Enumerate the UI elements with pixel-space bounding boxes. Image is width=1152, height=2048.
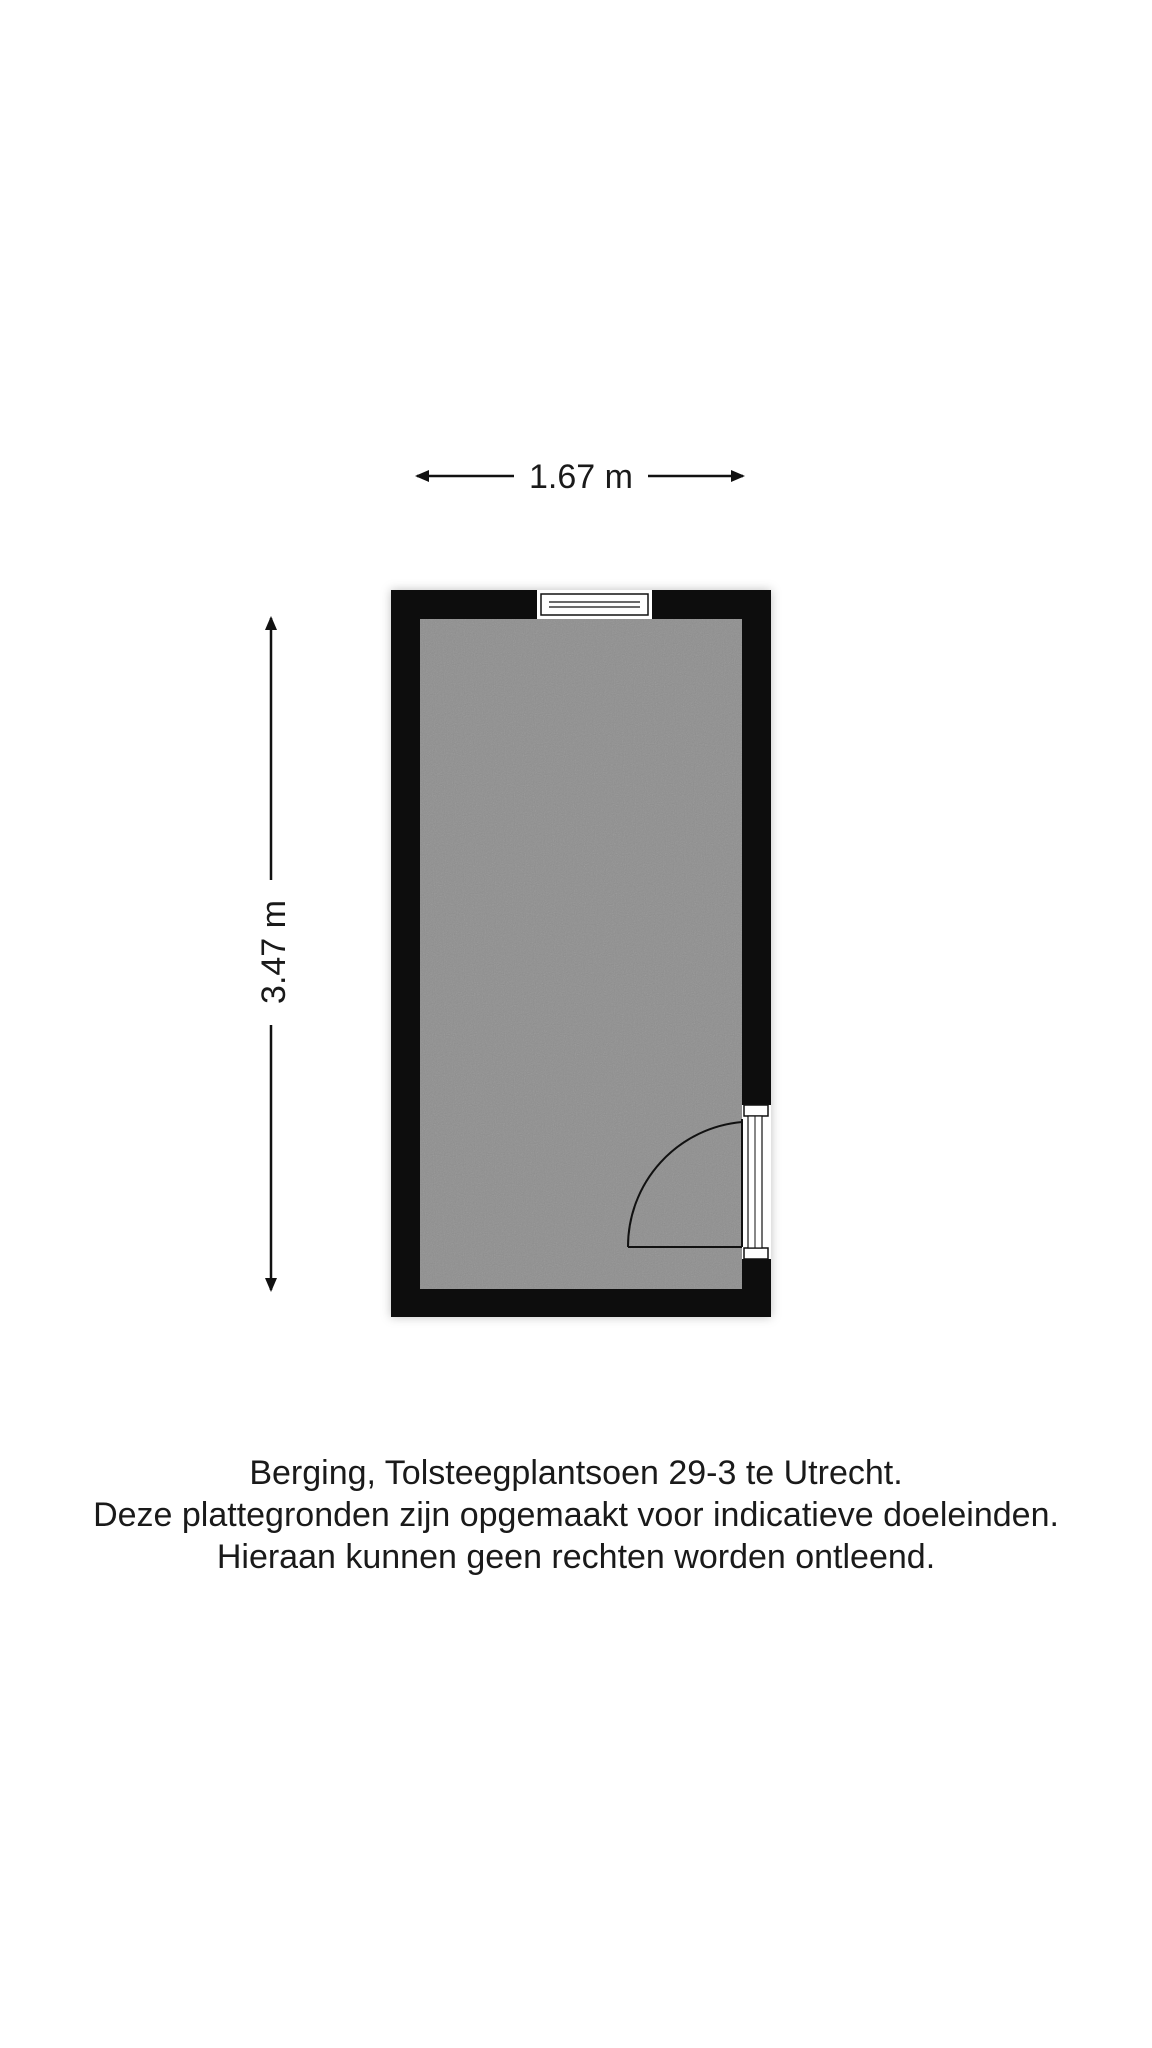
window-frame [541, 594, 648, 615]
room-floor [420, 619, 742, 1289]
length-dimension [255, 618, 293, 1290]
width-dimension [417, 458, 743, 496]
caption-line-address: Berging, Tolsteegplantsoen 29-3 te Utrecht. [249, 1454, 903, 1492]
caption [0, 1452, 1152, 1578]
caption-line-disclaimer-1: Deze plattegronden zijn opgemaakt voor indicatieve doeleinden. [93, 1496, 1059, 1534]
length-label: 3.47 m [255, 900, 293, 1004]
width-label: 1.67 m [529, 458, 633, 496]
door-frame-bottom [744, 1248, 768, 1259]
window [537, 590, 652, 619]
caption-line-disclaimer-2: Hieraan kunnen geen rechten worden ontleend. [216, 1538, 936, 1576]
door-frame-top [744, 1105, 768, 1116]
